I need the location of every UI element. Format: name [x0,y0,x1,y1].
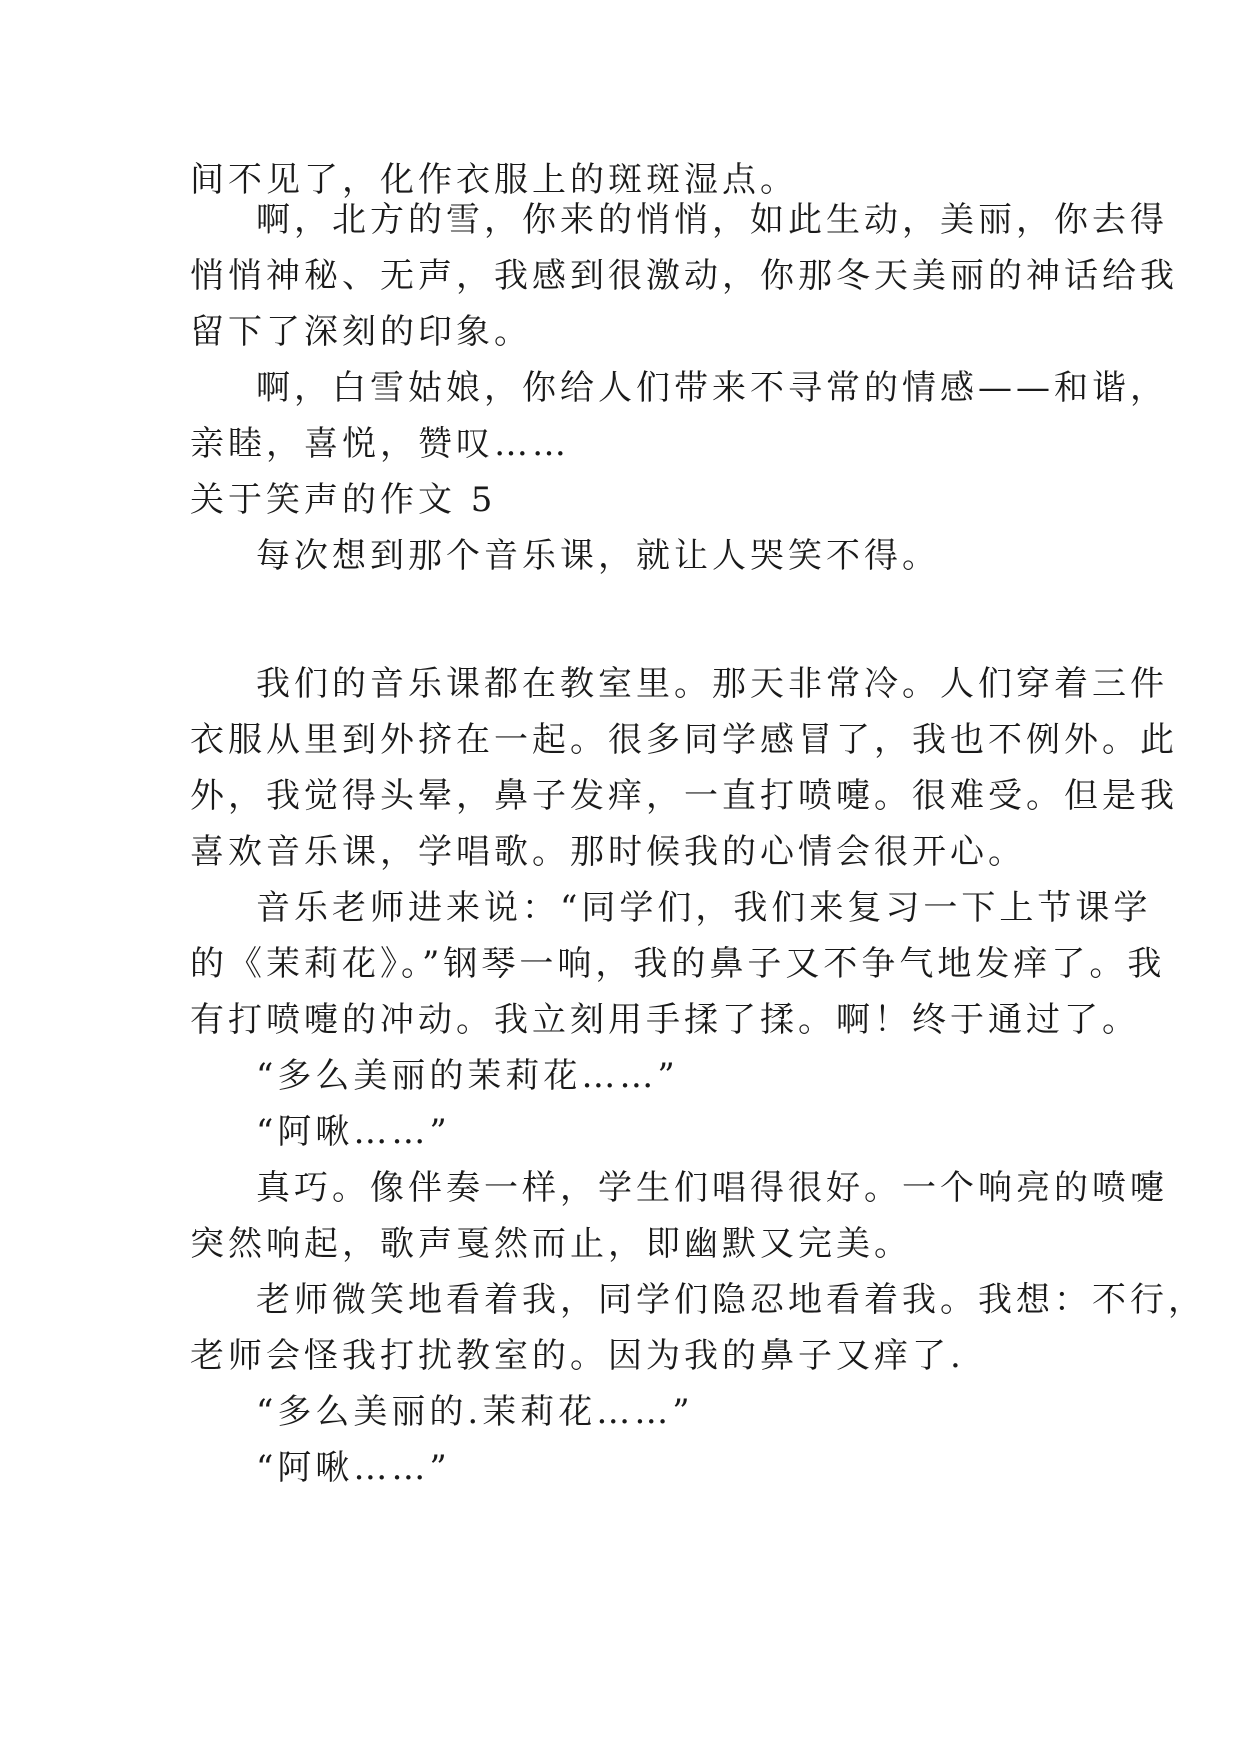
paragraph-line: 亲睦，喜悦，赞叹…… [190,424,570,464]
paragraph-line: 老师会怪我打扰教室的。因为我的鼻子又痒了. [190,1336,965,1376]
paragraph-line: 有打喷嚏的冲动。我立刻用手揉了揉。啊！终于通过了。 [190,1000,1140,1040]
paragraph-line: 音乐老师进来说：“同学们，我们来复习一下上节课学 [256,888,1152,928]
paragraph-line: 啊，北方的雪，你来的悄悄，如此生动，美丽，你去得 [256,200,1168,240]
paragraph-line: 外，我觉得头晕，鼻子发痒，一直打喷嚏。很难受。但是我 [190,776,1178,816]
dialogue-line: “多么美丽的.茉莉花……” [256,1392,694,1432]
paragraph-line: 间不见了，化作衣服上的斑斑湿点。 [190,160,798,200]
paragraph-line: 留下了深刻的印象。 [190,312,532,352]
paragraph-line: 啊，白雪姑娘，你给人们带来不寻常的情感——和谐， [256,368,1168,408]
paragraph-line: 突然响起，歌声戛然而止，即幽默又完美。 [190,1224,912,1264]
paragraph-line: 我们的音乐课都在教室里。那天非常冷。人们穿着三件 [256,664,1168,704]
paragraph-line: 老师微笑地看着我，同学们隐忍地看着我。我想：不行， [256,1280,1206,1320]
paragraph-line: 每次想到那个音乐课，就让人哭笑不得。 [256,536,940,576]
paragraph-line: 悄悄神秘、无声，我感到很激动，你那冬天美丽的神话给我 [190,256,1178,296]
paragraph-line: 喜欢音乐课，学唱歌。那时候我的心情会很开心。 [190,832,1026,872]
dialogue-line: “阿啾……” [256,1112,451,1152]
paragraph-line: 的《茉莉花》。”钢琴一响，我的鼻子又不争气地发痒了。我 [190,944,1166,984]
paragraph-line: 衣服从里到外挤在一起。很多同学感冒了，我也不例外。此 [190,720,1178,760]
dialogue-line: “阿啾……” [256,1448,451,1488]
section-heading: 关于笑声的作文 5 [190,480,497,520]
dialogue-line: “多么美丽的茉莉花……” [256,1056,679,1096]
paragraph-line: 真巧。像伴奏一样，学生们唱得很好。一个响亮的喷嚏 [256,1168,1168,1208]
